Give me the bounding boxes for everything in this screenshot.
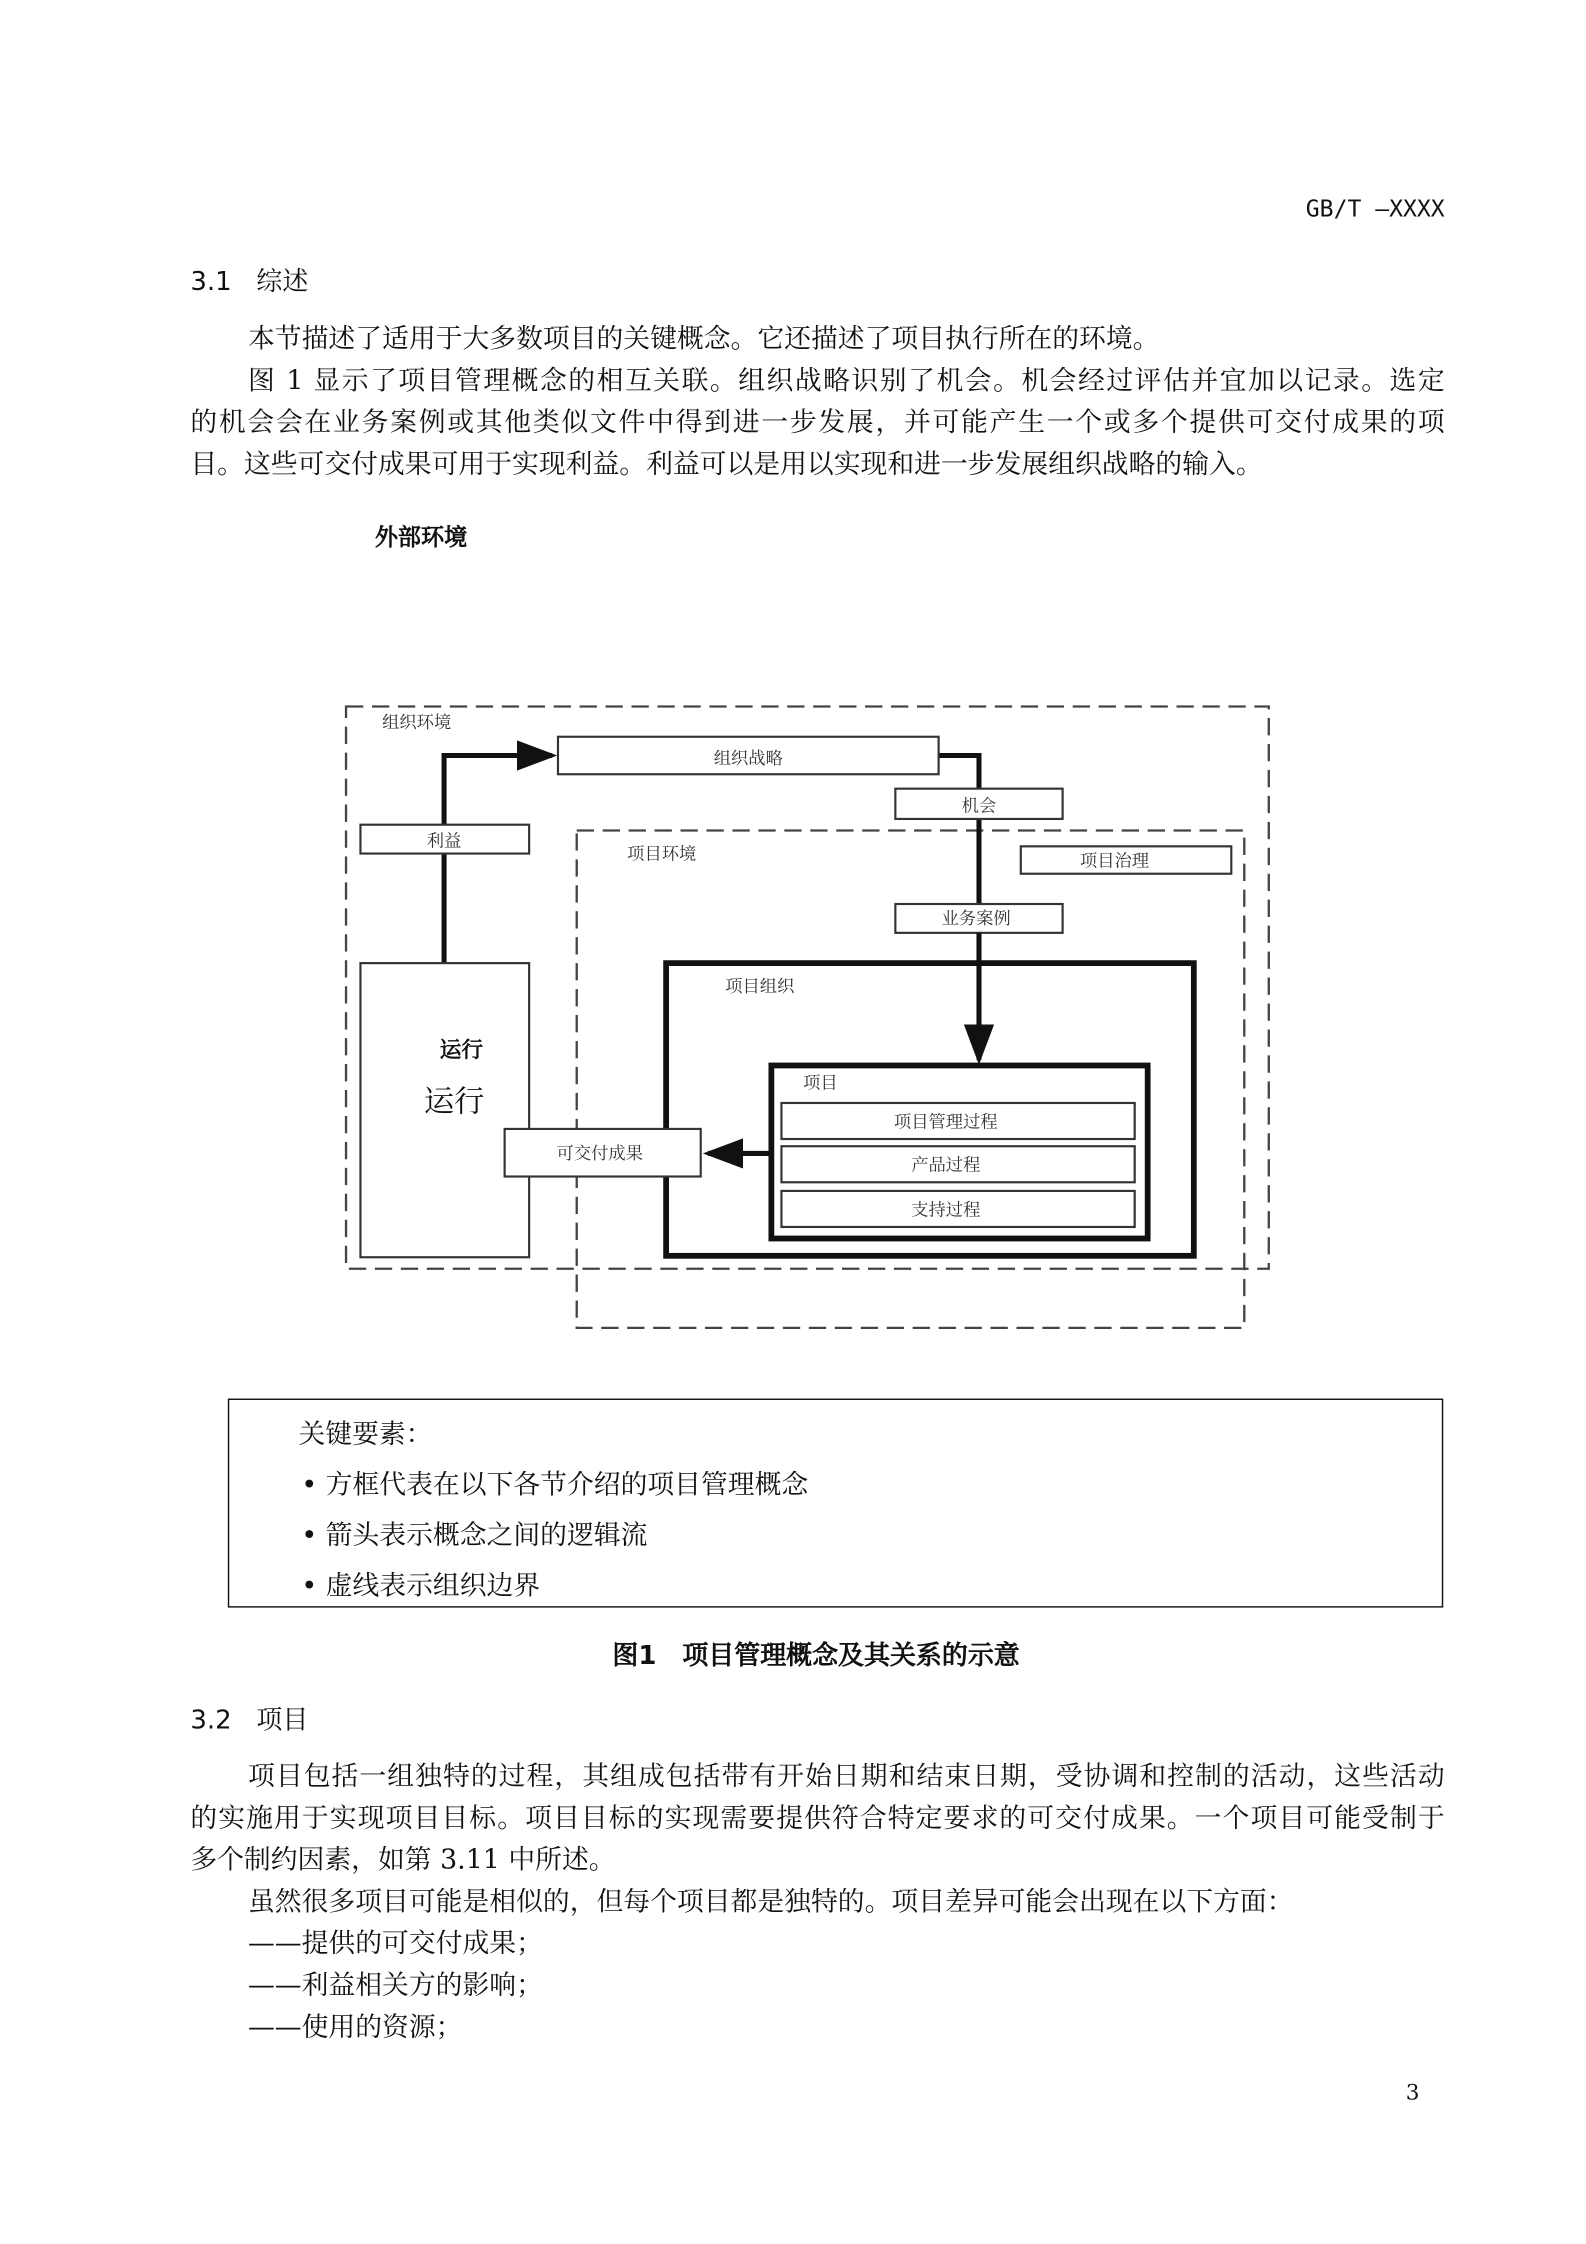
legend-title: 关键要素：	[298, 1420, 433, 1451]
paragraph-line: 的机会会在业务案例或其他类似文件中得到进一步发展，并可能产生一个或多个提供可交付成果的项	[190, 408, 1445, 439]
legend-item: • 虚线表示组织边界	[301, 1571, 541, 1602]
paragraph-line: 项目包括一组独特的过程，其组成包括带有开始日期和结束日期，受协调和控制的活动，这些活动	[247, 1761, 1445, 1793]
operations-label-large: 运行	[423, 1084, 485, 1120]
org-strategy-label: 组织战略	[713, 749, 783, 770]
project-env-label: 项目环境	[627, 844, 697, 865]
deliverables-label: 可交付成果	[556, 1144, 644, 1165]
product-process-label: 产品过程	[911, 1155, 981, 1176]
org-env-label: 组织环境	[382, 713, 452, 734]
legend-item: • 方框代表在以下各节介绍的项目管理概念	[301, 1470, 809, 1501]
document-code: GB/T —XXXX	[1305, 194, 1445, 223]
paragraph-line: 本节描述了适用于大多数项目的关键概念。它还描述了项目执行所在的环境。	[247, 324, 1160, 355]
section-number: 3.2	[190, 1705, 232, 1736]
figure-caption: 图1 项目管理概念及其关系的示意	[612, 1640, 1020, 1672]
paragraph-line: 目。这些可交付成果可用于实现利益。利益可以是用以实现和进一步发展组织战略的输入。	[190, 449, 1263, 481]
project-org-label: 项目组织	[725, 976, 795, 997]
project-label: 项目	[803, 1073, 838, 1094]
paragraph-line: 的实施用于实现项目目标。项目目标的实现需要提供符合特定要求的可交付成果。一个项目可能受制于	[190, 1803, 1445, 1834]
list-item: ——利益相关方的影响；	[247, 1970, 543, 2002]
business-case-label: 业务案例	[941, 909, 1011, 930]
pm-process-label: 项目管理过程	[893, 1112, 998, 1133]
benefits-to-strategy-arrow	[444, 756, 552, 964]
operations-label-small: 运行	[439, 1037, 483, 1063]
list-item: ——提供的可交付成果；	[247, 1929, 543, 1960]
opportunity-label: 机会	[961, 796, 997, 817]
legend-item: • 箭头表示概念之间的逻辑流	[301, 1521, 648, 1552]
benefits-label: 利益	[426, 831, 462, 852]
paragraph-line: 图 1 显示了项目管理概念的相互关联。组织战略识别了机会。机会经过评估并宜加以记录。选定	[247, 366, 1445, 397]
section-heading-3-2	[190, 1700, 308, 1737]
paragraph-line: 多个制约因素，如第 3.11 中所述。	[190, 1845, 616, 1876]
project-governance-label: 项目治理	[1079, 851, 1150, 872]
section-number: 3.1	[190, 266, 232, 298]
support-process-label: 支持过程	[911, 1200, 981, 1221]
list-item: ——使用的资源；	[247, 2012, 463, 2044]
section-title: 项目	[256, 1705, 309, 1736]
figure-legend	[228, 1399, 1443, 1608]
external-environment-label: 外部环境	[374, 523, 468, 551]
page-number: 3	[1405, 2079, 1420, 2106]
section-title: 综述	[256, 266, 309, 298]
paragraph-line: 虽然很多项目可能是相似的，但每个项目都是独特的。项目差异可能会出现在以下方面：	[247, 1887, 1294, 1918]
